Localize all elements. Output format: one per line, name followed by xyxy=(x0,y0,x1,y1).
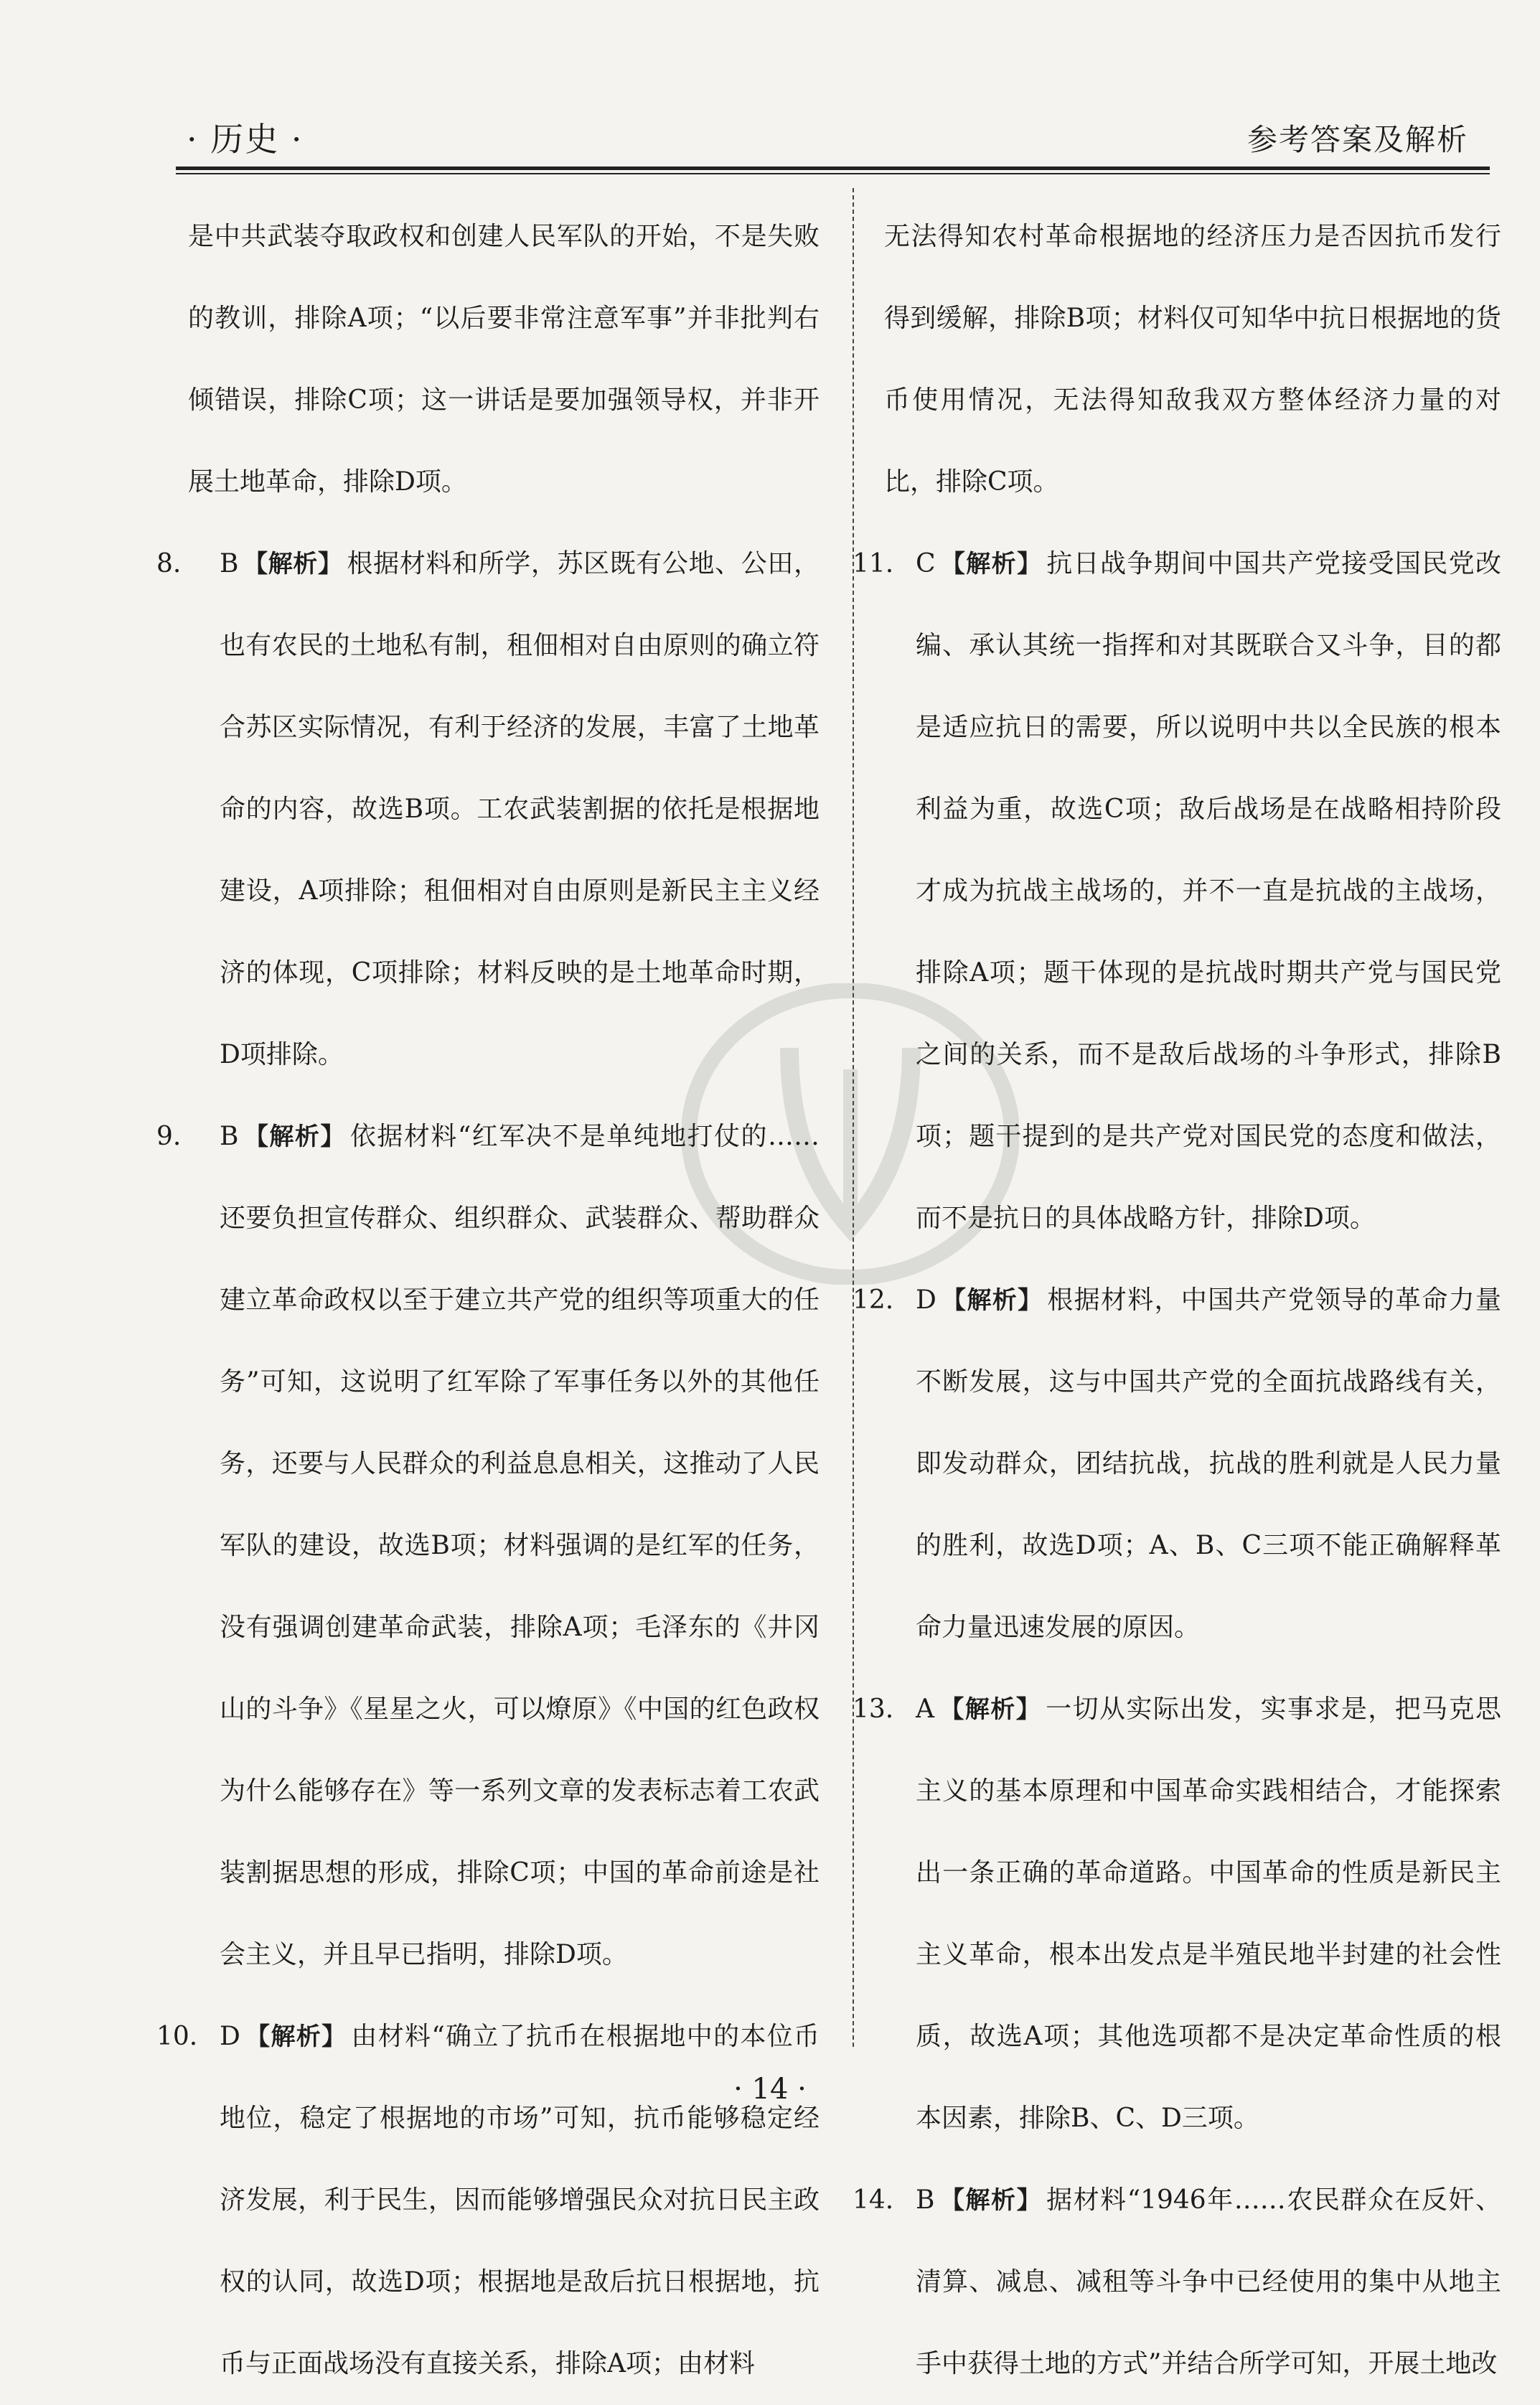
analysis-tag: 【解析】 xyxy=(244,2022,347,2051)
answer-explanation: 依据材料“红军决不是单纯地打仗的……还要负担宣传群众、组织群众、武装群众、帮助群众建立革命政权以至于建立共产党的组织等项重大的任务”可知，这说明了红军除了军事任务以外的其他任务，还要与人民群众的利益息息相关，这推动了人民军队的建设，故选B项；材料强调的是红军的任务，没有强调创建革命武装，排除A项；毛泽东的《井冈山的斗争》《星星之火，可以燎原》《中国的红色政权为什么能够存在》等一系列文章的发表标志着工农武装割据思想的形成，排除C项；中国的革命前途是社会主义，并且早已指明，排除D项。 xyxy=(220,1122,820,1969)
answer-explanation: 由材料“确立了抗币在根据地中的本位币地位，稳定了根据地的市场”可知，抗币能够稳定经济发展，利于民生，因而能够增强民众对抗日民主政权的认同，故选D项；根据地是敌后抗日根据地，抗币与正面战场没有直接关系，排除A项；由材料 xyxy=(220,2022,820,2378)
analysis-tag: 【解析】 xyxy=(940,1286,1043,1315)
question-number: 9. xyxy=(156,1122,182,1151)
answer-explanation: 根据材料，中国共产党领导的革命力量不断发展，这与中国共产党的全面抗战路线有关，即发动群众，团结抗战，抗战的胜利就是人民力量的胜利，故选D项；A、B、C三项不能正确解释革命力量迅速发展的原因。 xyxy=(916,1285,1501,1642)
analysis-tag: 【解析】 xyxy=(243,1122,346,1151)
answer-explanation: 据材料“1946年……农民群众在反奸、清算、减息、减租等斗争中已经使用的集中从地主手中获得土地的方式”并结合所学可知，开展土地改 xyxy=(916,2185,1501,2378)
page-number: · 14 · xyxy=(733,2073,807,2106)
answer-choice: D xyxy=(916,1285,936,1315)
question-number: 13. xyxy=(853,1694,894,1724)
analysis-tag: 【解析】 xyxy=(939,1695,1042,1724)
header-rule xyxy=(176,167,1490,170)
analysis-tag: 【解析】 xyxy=(939,550,1043,578)
answer-item xyxy=(853,523,1501,1260)
answer-item xyxy=(853,2160,1501,2405)
column-divider xyxy=(853,188,854,2047)
header-rule-thin xyxy=(176,173,1490,174)
question-number: 10. xyxy=(156,2022,198,2051)
answer-explanation: 抗日战争期间中国共产党接受国民党改编、承认其统一指挥和对其既联合又斗争，目的都是适应抗日的需要，所以说明中共以全民族的根本利益为重，故选C项；敌后战场是在战略相持阶段才成为抗战主战场的，并不一直是抗战的主战场，排除A项；题干体现的是抗战时期共产党与国民党之间的关系，而不是敌后战场的斗争形式，排除B项；题干提到的是共产党对国民党的态度和做法，而不是抗日的具体战略方针，排除D项。 xyxy=(916,549,1501,1233)
answer-choice: B xyxy=(916,2185,935,2215)
answer-choice: B xyxy=(220,1122,239,1151)
answer-item xyxy=(156,1096,820,1996)
analysis-tag: 【解析】 xyxy=(939,2186,1043,2215)
answer-explanation: 是中共武装夺取政权和创建人民军队的开始，不是失败的教训，排除A项；“以后要非常注意军事”并非批判右倾错误，排除C项；这一讲话是要加强领导权，并非开展土地革命，排除D项。 xyxy=(188,222,820,497)
analysis-tag: 【解析】 xyxy=(243,550,343,578)
question-number: 8. xyxy=(156,549,182,578)
answer-choice: D xyxy=(220,2022,240,2051)
answer-item xyxy=(188,196,820,523)
answer-choice: B xyxy=(220,549,239,578)
answer-item xyxy=(853,1260,1501,1669)
answer-choice: A xyxy=(916,1694,934,1724)
section-header: 参考答案及解析 xyxy=(1246,122,1468,157)
answer-item xyxy=(884,196,1501,523)
question-number: 14. xyxy=(853,2185,894,2215)
answer-choice: C xyxy=(916,549,936,578)
answer-item xyxy=(156,1996,820,2405)
answer-explanation: 一切从实际出发，实事求是，把马克思主义的基本原理和中国革命实践相结合，才能探索出一条正确的革命道路。中国革命的性质是新民主主义革命，根本出发点是半殖民地半封建的社会性质，故选A项；其他选项都不是决定革命性质的根本因素，排除B、C、D三项。 xyxy=(916,1694,1501,2133)
question-number: 11. xyxy=(853,549,894,578)
question-number: 12. xyxy=(853,1285,894,1315)
answer-explanation: 无法得知农村革命根据地的经济压力是否因抗币发行得到缓解，排除B项；材料仅可知华中抗日根据地的货币使用情况，无法得知敌我双方整体经济力量的对比，排除C项。 xyxy=(884,222,1501,497)
answer-explanation: 根据材料和所学，苏区既有公地、公田，也有农民的土地私有制，租佃相对自由原则的确立符合苏区实际情况，有利于经济的发展，丰富了土地革命的内容，故选B项。工农武装割据的依托是根据地建设，A项排除；租佃相对自由原则是新民主主义经济的体现，C项排除；材料反映的是土地革命时期，D项排除。 xyxy=(220,549,820,1069)
answer-item xyxy=(156,523,820,1096)
subject-header: · 历史 · xyxy=(187,120,304,159)
